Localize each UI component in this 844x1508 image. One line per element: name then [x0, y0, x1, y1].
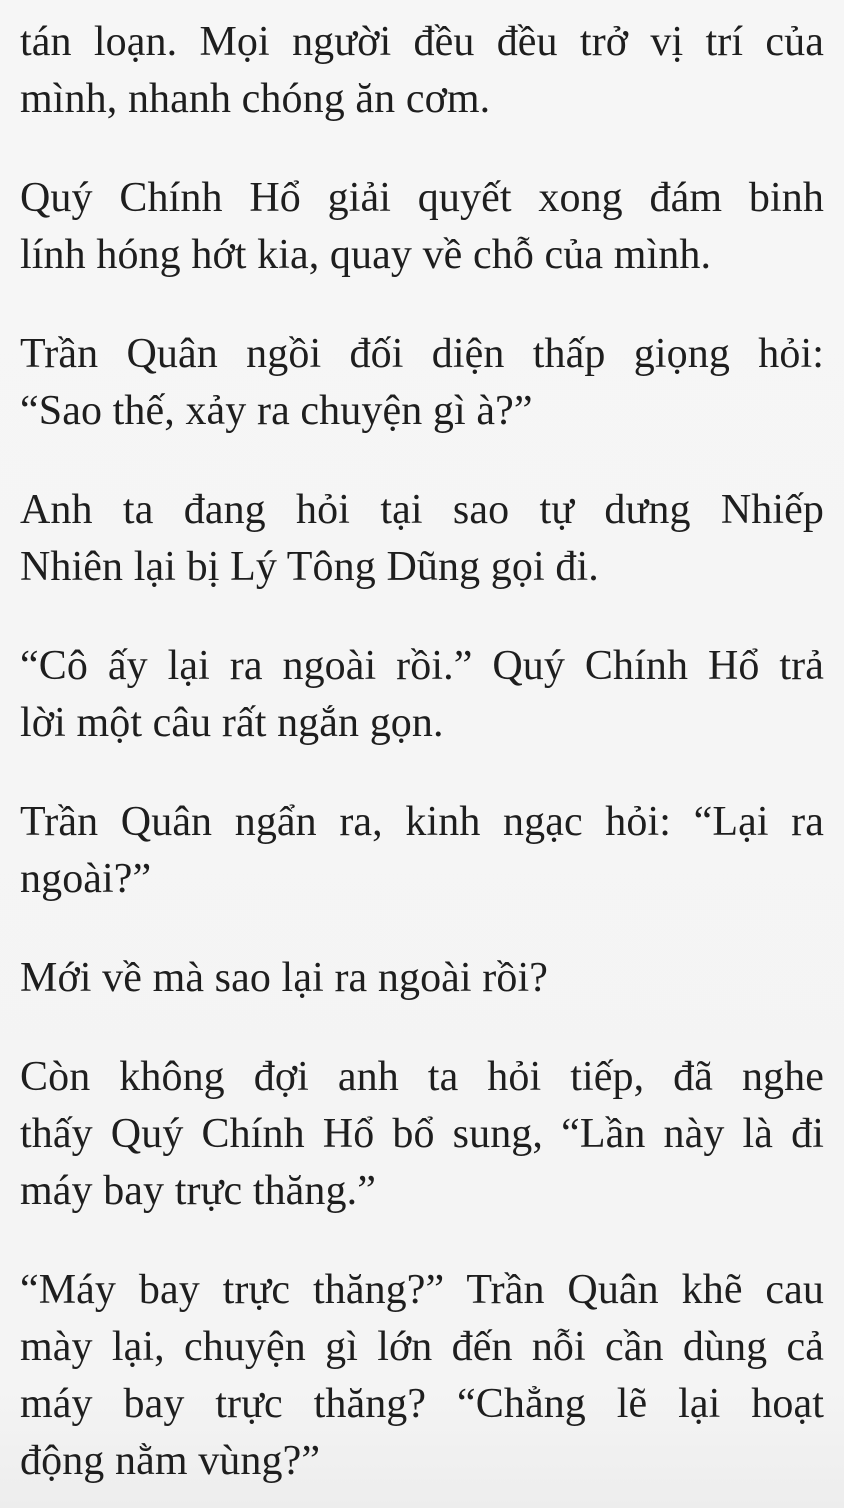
paragraph: [20, 1262, 824, 1490]
paragraph-line: Nhiên lại bị Lý Tông Dũng gọi đi.: [20, 544, 599, 590]
paragraph-line: “Sao thế, xảy ra chuyện gì à?”: [20, 388, 533, 434]
paragraph-line: mình, nhanh chóng ăn cơm.: [20, 76, 491, 122]
paragraph-line: Mới về mà sao lại ra ngoài rồi?: [20, 955, 548, 1001]
paragraph-line: “Cô ấy lại ra ngoài rồi.” Quý Chính Hổ trả: [20, 643, 824, 689]
paragraph-line: thấy Quý Chính Hổ bổ sung, “Lần này là đi: [20, 1111, 824, 1157]
paragraph: [20, 170, 824, 284]
paragraph-line: lính hóng hớt kia, quay về chỗ của mình.: [20, 232, 712, 278]
paragraph-line: Anh ta đang hỏi tại sao tự dưng Nhiếp: [20, 487, 824, 533]
paragraph-line: lời một câu rất ngắn gọn.: [20, 700, 444, 746]
paragraph-line: Trần Quân ngồi đối diện thấp giọng hỏi:: [20, 331, 824, 377]
paragraph: [20, 14, 824, 128]
paragraph-line: Quý Chính Hổ giải quyết xong đám binh: [20, 175, 824, 221]
paragraph-line: tán loạn. Mọi người đều đều trở vị trí của: [20, 19, 824, 65]
paragraph-line: Còn không đợi anh ta hỏi tiếp, đã nghe: [20, 1054, 824, 1100]
paragraph-line: máy bay trực thăng? “Chẳng lẽ lại hoạt: [20, 1381, 824, 1427]
paragraph: [20, 638, 824, 752]
paragraph: [20, 1049, 824, 1220]
paragraph: [20, 482, 824, 596]
paragraph-line: máy bay trực thăng.”: [20, 1168, 376, 1214]
paragraph: [20, 326, 824, 440]
paragraph: [20, 794, 824, 908]
paragraph-line: Trần Quân ngẩn ra, kinh ngạc hỏi: “Lại ra: [20, 799, 824, 845]
paragraph-line: “Máy bay trực thăng?” Trần Quân khẽ cau: [20, 1267, 824, 1313]
paragraph-line: ngoài?”: [20, 856, 152, 902]
paragraph: [20, 950, 824, 1007]
paragraph-line: động nằm vùng?”: [20, 1438, 321, 1484]
paragraph-line: mày lại, chuyện gì lớn đến nỗi cần dùng cả: [20, 1324, 824, 1370]
